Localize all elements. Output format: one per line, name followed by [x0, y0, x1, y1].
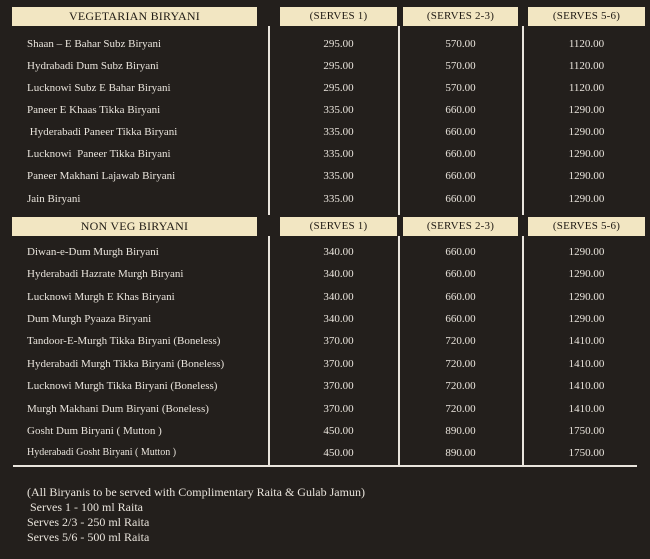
dish-name: Tandoor-E-Murgh Tikka Biryani (Boneless) [27, 335, 221, 347]
price-serves-5-6: 1290.00 [568, 291, 605, 303]
price-serves-5-6: 1290.00 [568, 170, 605, 182]
price-serves-2-3: 660.00 [445, 268, 476, 280]
price-serves-1: 335.00 [323, 104, 354, 116]
price-serves-5-6: 1290.00 [568, 148, 605, 160]
price-serves-5-6: 1290.00 [568, 104, 605, 116]
price-serves-5-6: 1410.00 [568, 358, 605, 370]
nonveg-section-title: NON VEG BIRYANI [12, 217, 257, 236]
dish-name: Lucknowi Murgh E Khas Biryani [27, 291, 175, 303]
price-serves-5-6: 1410.00 [568, 380, 605, 392]
price-serves-2-3: 660.00 [445, 170, 476, 182]
price-serves-5-6: 1290.00 [568, 313, 605, 325]
dish-name: Dum Murgh Pyaaza Biryani [27, 313, 152, 325]
menu-row-nonveg [0, 241, 650, 263]
price-serves-2-3: 720.00 [445, 380, 476, 392]
menu-row-veg [0, 55, 650, 77]
note-line: Serves 2/3 - 250 ml Raita [27, 515, 150, 529]
price-serves-5-6: 1120.00 [568, 38, 605, 50]
veg-col-serves-1: (SERVES 1) [280, 7, 397, 26]
price-serves-2-3: 720.00 [445, 335, 476, 347]
dish-name: Jain Biryani [27, 193, 81, 205]
price-serves-2-3: 720.00 [445, 358, 476, 370]
veg-col-serves-2-3: (SERVES 2-3) [403, 7, 518, 26]
menu-row-nonveg [0, 308, 650, 330]
menu-row-nonveg [0, 330, 650, 352]
note-line: Serves 5/6 - 500 ml Raita [27, 530, 150, 544]
price-serves-1: 340.00 [323, 268, 354, 280]
dish-name: Gosht Dum Biryani ( Mutton ) [27, 425, 162, 437]
dish-name: Hydrabadi Dum Subz Biryani [27, 60, 159, 72]
menu-row-veg [0, 121, 650, 143]
menu-row-veg [0, 33, 650, 55]
price-serves-5-6: 1290.00 [568, 268, 605, 280]
price-serves-5-6: 1410.00 [568, 403, 605, 415]
price-serves-1: 340.00 [323, 246, 354, 258]
price-serves-2-3: 570.00 [445, 60, 476, 72]
price-serves-1: 335.00 [323, 193, 354, 205]
price-serves-5-6: 1750.00 [568, 425, 605, 437]
menu-row-nonveg [0, 398, 650, 420]
price-serves-5-6: 1410.00 [568, 335, 605, 347]
menu-row-veg [0, 99, 650, 121]
price-serves-5-6: 1120.00 [568, 82, 605, 94]
nonveg-col-serves-5-6: (SERVES 5-6) [528, 217, 645, 236]
menu-row-veg [0, 188, 650, 210]
price-serves-2-3: 890.00 [445, 447, 476, 459]
price-serves-1: 335.00 [323, 126, 354, 138]
price-serves-2-3: 570.00 [445, 82, 476, 94]
price-serves-2-3: 720.00 [445, 403, 476, 415]
price-serves-2-3: 660.00 [445, 313, 476, 325]
price-serves-2-3: 660.00 [445, 193, 476, 205]
dish-name: Shaan – E Bahar Subz Biryani [27, 38, 162, 50]
table-bottom-rule [13, 465, 637, 467]
price-serves-5-6: 1290.00 [568, 193, 605, 205]
price-serves-2-3: 890.00 [445, 425, 476, 437]
price-serves-1: 370.00 [323, 403, 354, 415]
dish-name: Paneer Makhani Lajawab Biryani [27, 170, 176, 182]
menu-row-veg [0, 77, 650, 99]
price-serves-5-6: 1290.00 [568, 126, 605, 138]
price-serves-1: 295.00 [323, 60, 354, 72]
note-line: (All Biryanis to be served with Complimentary Raita & Gulab Jamun) [27, 485, 365, 499]
menu-row-veg [0, 143, 650, 165]
menu-row-veg [0, 165, 650, 187]
dish-name: Hyderabadi Gosht Biryani ( Mutton ) [27, 447, 177, 458]
price-serves-1: 370.00 [323, 335, 354, 347]
price-serves-2-3: 660.00 [445, 291, 476, 303]
dish-name: Lucknowi Murgh Tikka Biryani (Boneless) [27, 380, 218, 392]
menu-row-nonveg [0, 375, 650, 397]
price-serves-5-6: 1120.00 [568, 60, 605, 72]
dish-name: Hyderabadi Hazrate Murgh Biryani [27, 268, 184, 280]
nonveg-col-serves-1: (SERVES 1) [280, 217, 397, 236]
price-serves-1: 295.00 [323, 38, 354, 50]
nonveg-col-serves-2-3: (SERVES 2-3) [403, 217, 518, 236]
price-serves-1: 450.00 [323, 447, 354, 459]
veg-section-title: VEGETARIAN BIRYANI [12, 7, 257, 26]
menu-row-nonveg [0, 353, 650, 375]
dish-name: Lucknowi Subz E Bahar Biryani [27, 82, 171, 94]
price-serves-5-6: 1290.00 [568, 246, 605, 258]
price-serves-1: 335.00 [323, 170, 354, 182]
menu-row-nonveg [0, 442, 650, 464]
price-serves-1: 340.00 [323, 291, 354, 303]
price-serves-1: 450.00 [323, 425, 354, 437]
dish-name: Diwan-e-Dum Murgh Biryani [27, 246, 159, 258]
price-serves-1: 340.00 [323, 313, 354, 325]
price-serves-5-6: 1750.00 [568, 447, 605, 459]
price-serves-1: 370.00 [323, 380, 354, 392]
menu-row-nonveg [0, 420, 650, 442]
dish-name: Lucknowi Paneer Tikka Biryani [27, 148, 171, 160]
dish-name: Hyderabadi Paneer Tikka Biryani [27, 126, 178, 138]
note-line: Serves 1 - 100 ml Raita [27, 500, 143, 514]
veg-col-serves-5-6: (SERVES 5-6) [528, 7, 645, 26]
price-serves-1: 295.00 [323, 82, 354, 94]
price-serves-2-3: 660.00 [445, 104, 476, 116]
dish-name: Paneer E Khaas Tikka Biryani [27, 104, 161, 116]
dish-name: Hyderabadi Murgh Tikka Biryani (Boneless) [27, 358, 225, 370]
price-serves-2-3: 570.00 [445, 38, 476, 50]
raita-notes [27, 485, 365, 545]
price-serves-2-3: 660.00 [445, 148, 476, 160]
price-serves-2-3: 660.00 [445, 246, 476, 258]
menu-row-nonveg [0, 286, 650, 308]
price-serves-1: 370.00 [323, 358, 354, 370]
menu-row-nonveg [0, 263, 650, 285]
price-serves-1: 335.00 [323, 148, 354, 160]
price-serves-2-3: 660.00 [445, 126, 476, 138]
dish-name: Murgh Makhani Dum Biryani (Boneless) [27, 403, 209, 415]
